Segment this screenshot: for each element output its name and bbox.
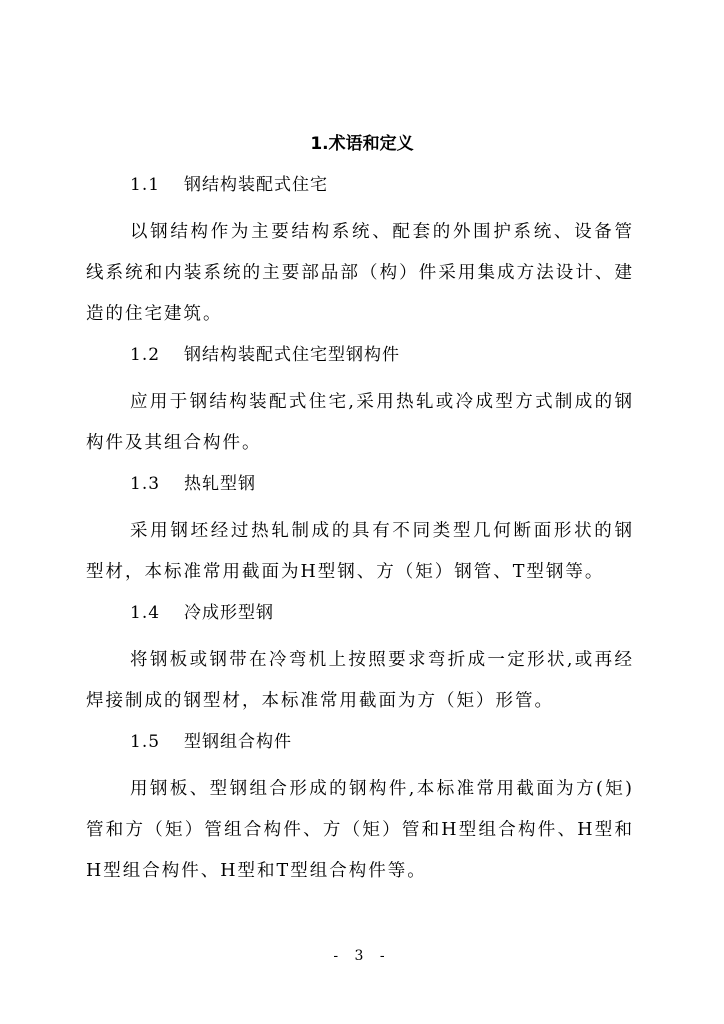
term-1-5 xyxy=(86,727,634,769)
term-number: 1.5 xyxy=(130,732,161,752)
term-1-4 xyxy=(86,598,634,640)
term-1-2 xyxy=(86,340,634,382)
term-title: 冷成形型钢 xyxy=(184,603,274,623)
page-number: - 3 - xyxy=(333,948,391,964)
term-number: 1.4 xyxy=(130,603,161,623)
term-title: 型钢组合构件 xyxy=(184,732,292,752)
definitions-body xyxy=(86,170,634,897)
term-definition: 用钢板、型钢组合形成的钢构件,本标准常用截面为方(矩)管和方（矩）管组合构件、方（矩）管和H型组合构件、H型和H型组合构件、H型和T型组合构件等。 xyxy=(86,779,634,881)
term-title: 钢结构装配式住宅型钢构件 xyxy=(184,345,400,365)
term-title: 钢结构装配式住宅 xyxy=(184,175,328,195)
term-number: 1.3 xyxy=(130,474,161,494)
term-1-3 xyxy=(86,469,634,511)
term-definition: 应用于钢结构装配式住宅,采用热轧或冷成型方式制成的钢构件及其组合构件。 xyxy=(86,392,634,453)
term-definition: 将钢板或钢带在冷弯机上按照要求弯折成一定形状,或再经焊接制成的钢型材，本标准常用截面为方（矩）形管。 xyxy=(86,650,634,711)
term-definition: 采用钢坯经过热轧制成的具有不同类型几何断面形状的钢型材，本标准常用截面为H型钢、方（矩）钢管、T型钢等。 xyxy=(86,521,634,582)
term-title: 热轧型钢 xyxy=(184,474,256,494)
section-heading: 1.术语和定义 xyxy=(310,134,414,154)
term-number: 1.2 xyxy=(130,345,161,365)
term-1-1 xyxy=(86,170,634,212)
term-definition: 以钢结构作为主要结构系统、配套的外围护系统、设备管线系统和内装系统的主要部品部（构）件采用集成方法设计、建造的住宅建筑。 xyxy=(86,222,634,324)
term-number: 1.1 xyxy=(130,175,161,195)
